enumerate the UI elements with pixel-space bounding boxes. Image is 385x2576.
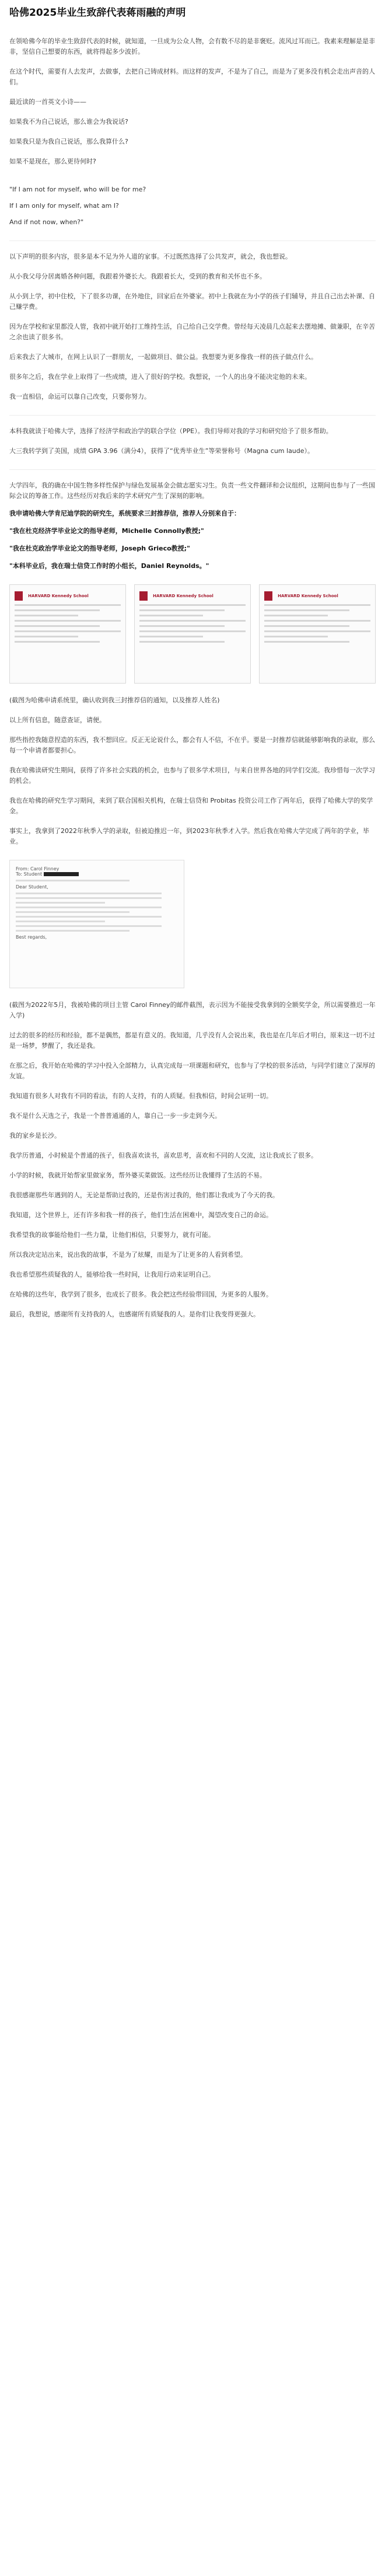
recommendation-letter-image: [9, 584, 126, 684]
email-to: To: Student: [16, 872, 178, 877]
harvard-crest-icon: [15, 591, 23, 601]
recommender-item: "我在杜克经济学毕业论文的指导老师，Michelle Connolly教授;": [9, 527, 204, 535]
caption: (截图为哈佛申请系统里，确认收到我三封推荐信的通知，以及推荐人姓名): [9, 696, 220, 704]
body-paragraph: 很多年之后，我在学业上取得了一些成绩，进入了很好的学校。我想说，一个人的出身不能决定他的未来。: [9, 373, 311, 381]
body-paragraph: 从小我父母分居离婚各种问题，我跟着外婆长大。我跟着长大，受到的教育和关怀也不多。: [9, 273, 266, 280]
body-paragraph: 后来我去了大城市，在网上认识了一群朋友，一起做项目、做公益。我想要为更多像我一样的孩子做点什么。: [9, 353, 317, 361]
intro-paragraph: 在领哈佛今年的毕业生致辞代表的时候，就知道，一旦成为公众人物，会有数不尽的是非褒贬。流风过耳而已。我素来理解是是非非，坚信自己想要的东西，就将得起多少波折。: [9, 37, 375, 55]
poem-line: "If I am not for myself, who will be for me?: [9, 186, 146, 193]
page-title: 哈佛2025毕业生致辞代表蒋雨融的声明: [9, 7, 186, 19]
recommendation-intro: 我申请哈佛大学肯尼迪学院的研究生，系统要求三封推荐信，推荐人分别来自于：: [9, 510, 240, 517]
recommender-item: "本科毕业后，我在瑞士信贷工作时的小组长，Daniel Reynolds。": [9, 562, 209, 570]
body-paragraph: 以下声明的很多内容，很多是本不足为外人道的家事。不过既然选择了公共发声，就会，我也想说。: [9, 253, 292, 260]
intro-paragraph: 如果我不为自己说话，那么谁会为我说话?: [9, 118, 128, 126]
background-section: [9, 252, 376, 402]
body-paragraph: 本科我就读于哈佛大学，选择了经济学和政治学的联合学位（PPE）。我们导师对我的学习和研究给予了很多帮助。: [9, 427, 332, 435]
letter-header: HARVARD Kennedy School: [153, 593, 214, 598]
body-paragraph: 我的家乡是长沙。: [9, 1132, 61, 1139]
body-paragraph: 我不是什么天选之子，我是一个普普通通的人，靠自己一步一步走到今天。: [9, 1112, 221, 1120]
body-paragraph: 大学四年，我的确在中国生物多样性保护与绿色发展基金会做志愿实习生。负责一些文件翻译和会议组织，这期间也参与了一些国际会议的筹备工作。这些经历对我后来的学术研究产生了深刻的影响。: [9, 482, 375, 500]
body-paragraph: 事实上，我拿到了2022年秋季入学的录取，但被迫推迟一年，到2023年秋季才入学。然后我在哈佛大学完成了两年的学业，毕业。: [9, 827, 369, 845]
harvard-crest-icon: [139, 591, 148, 601]
letter-header: HARVARD Kennedy School: [278, 593, 338, 598]
body-paragraph: 我很感谢那些年遇到的人，无论是帮助过我的，还是伤害过我的，他们都让我成为了今天的我。: [9, 1191, 279, 1199]
harvard-crest-icon: [264, 591, 272, 601]
body-paragraph: 在那之后，我开始在哈佛的学习中投入全部精力，认真完成每一项课题和研究，也参与了学校的很多活动，与同学们建立了深厚的友谊。: [9, 1062, 375, 1080]
verification-section: [9, 695, 376, 847]
intro-paragraph: 在这个时代，需要有人去发声，去做事，去把自己铸成材料。而这样的发声，不是为了自己，而是为了更多没有机会走出声音的人们。: [9, 68, 375, 86]
intro-paragraph: 如果我只是为我自己说话，那么我算什么?: [9, 138, 128, 145]
email-sign: Best regards,: [16, 935, 47, 940]
body-paragraph: 我知道，这个世界上，还有许多和我一样的孩子，他们生活在困难中，渴望改变自己的命运。: [9, 1211, 272, 1219]
recommendation-screenshots: [9, 584, 376, 684]
body-paragraph: 我知道有很多人对我有不同的看法，有的人支持，有的人质疑。但我相信，时间会证明一切。: [9, 1092, 272, 1100]
body-paragraph: 我也希望那些质疑我的人，能够给我一些时间，让我用行动来证明自己。: [9, 1271, 215, 1278]
body-paragraph: 最后，我想说，感谢所有支持我的人，也感谢所有质疑我的人。是你们让我变得更强大。: [9, 1310, 260, 1318]
section-divider: [9, 240, 376, 241]
intro-paragraph: 如果不是现在，那么更待何时?: [9, 158, 96, 165]
body-paragraph: 在哈佛的这些年，我学到了很多，也成长了很多。我会把这些经验带回国，为更多的人服务。: [9, 1291, 272, 1298]
body-paragraph: 从小到上学，初中住校，下了很多功课，在外地住，回家后在外婆家。初中上我就在为小学的孩子们辅导，并且自己出去补课、自己赚学费。: [9, 292, 375, 311]
body-paragraph: 那些指控我随意捏造的东西，我不想回应。反正无论说什么，都会有人不信，不在乎。要是一封推荐信就能够影响我的录取，那么每一个申请者都要担心。: [9, 736, 375, 754]
body-paragraph: 我也在哈佛的研究生学习期间，来到了联合国相关机构，在瑞士信贷和 Probitas 投资公司工作了两年后，获得了哈佛大学的奖学金。: [9, 797, 373, 815]
intro-section: [9, 36, 376, 228]
body-paragraph: 我在哈佛读研究生期间，获得了许多社会实践的机会，也参与了很多学术项目，与来自世界各地的同学们交流。我珍惜每一次学习的机会。: [9, 766, 375, 785]
recommendation-section: [9, 480, 376, 571]
education-section: [9, 426, 376, 456]
closing-section: [9, 1000, 376, 1320]
letter-header: HARVARD Kennedy School: [28, 593, 89, 598]
body-paragraph: 小学的时候，我就开始帮家里做家务，帮外婆买菜做饭。这些经历让我懂得了生活的不易。: [9, 1172, 266, 1179]
body-paragraph: 我一直相信，命运可以靠自己改变，只要你努力。: [9, 393, 150, 400]
poem-line: And if not now, when?": [9, 218, 84, 226]
body-paragraph: 以上所有信息，随意查证，请便。: [9, 716, 106, 724]
section-divider: [9, 469, 376, 470]
section-divider: [9, 415, 376, 416]
body-paragraph: 我希望我的故事能给他们一些力量，让他们相信，只要努力，就有可能。: [9, 1231, 215, 1239]
body-paragraph: 大三我转学到了美国，成绩 GPA 3.96（满分4），获得了“优秀毕业生”等荣誉称号（Magna cum laude）。: [9, 447, 314, 455]
email-screenshot: [9, 860, 184, 988]
recommendation-letter-image: [134, 584, 251, 684]
poem-line: If I am only for myself, what am I?: [9, 202, 119, 210]
recommender-item: "我在杜克政治学毕业论文的指导老师，Joseph Grieco教授;": [9, 545, 190, 552]
caption: (截图为2022年5月，我被哈佛的项目主管 Carol Finney的邮件截图，表示因为不能接受我拿到的全额奖学金，所以需要推迟一年入学): [9, 1001, 376, 1019]
statement-page: [0, 6, 385, 1356]
body-paragraph: 因为在学校和家里都没人管，我初中就开始打工维持生活，自己给自己交学费。曾经每天凌晨几点起来去摆地摊、做兼职，在辛苦之余也读了很多书。: [9, 323, 375, 341]
body-paragraph: 过去的很多的经历和经验，都不是偶然，都是有意义的。我知道，几乎没有人会说出来，我也是在几年后才明白，原来这一切不过是一场梦，梦醒了，我还是我。: [9, 1031, 375, 1050]
body-paragraph: 所以我决定站出来，说出我的故事，不是为了炫耀，而是为了让更多的人看到希望。: [9, 1251, 247, 1259]
email-from: From: Carol Finney: [16, 866, 60, 872]
email-greeting: Dear Student,: [16, 884, 48, 890]
body-paragraph: 我学历普通，小时候是个普通的孩子，但我喜欢读书，喜欢思考，喜欢和不同的人交流，这让我成长了很多。: [9, 1152, 317, 1159]
recommendation-letter-image: [259, 584, 376, 684]
intro-paragraph: 最近读的一首英文小诗——: [9, 98, 86, 106]
